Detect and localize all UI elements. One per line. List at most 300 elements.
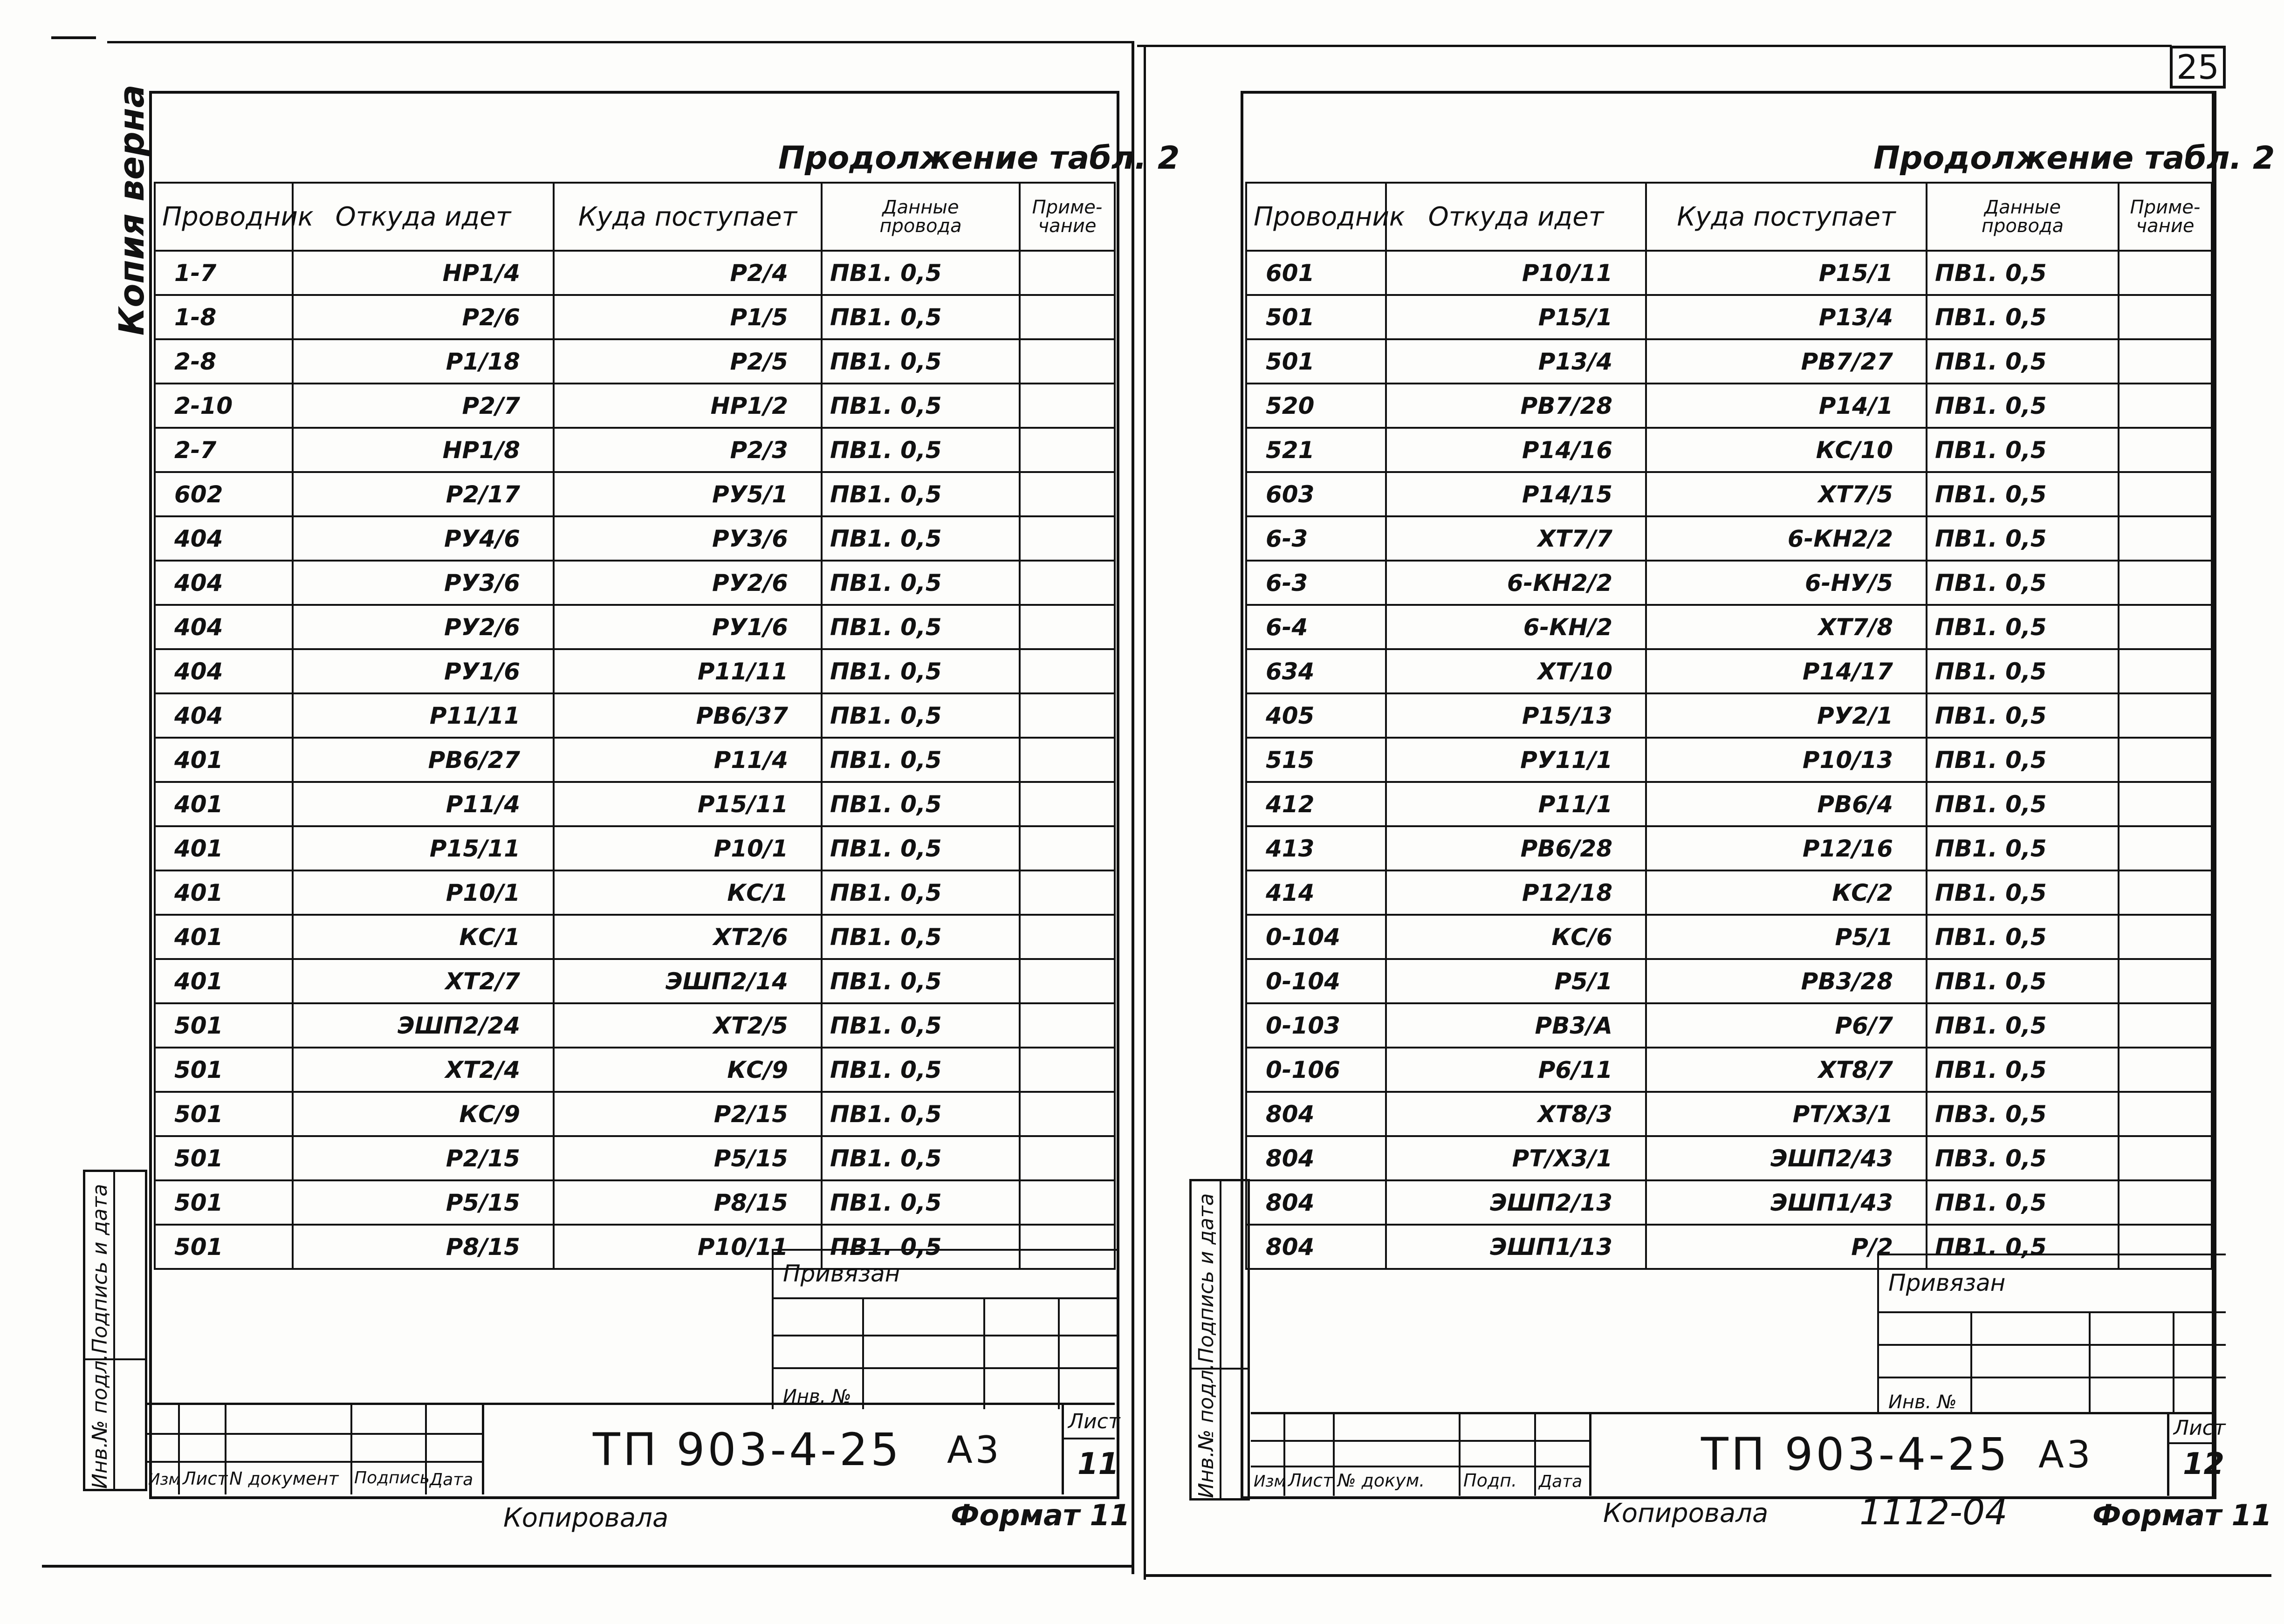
note-cell: [2119, 251, 2212, 295]
conductor-cell: 0-103: [1246, 1003, 1386, 1048]
note-cell: [1020, 870, 1115, 915]
conductor-cell: 404: [155, 693, 293, 738]
table-row: [1246, 1180, 2212, 1225]
note-cell: [1020, 1048, 1115, 1092]
wire-data-cell: ПВ1. 0,5: [1927, 1048, 2119, 1092]
conductor-cell: 1-8: [155, 295, 293, 339]
from-cell: Р1/18: [293, 339, 554, 384]
from-cell: Р5/1: [1386, 959, 1646, 1003]
table-row: [155, 870, 1115, 915]
to-cell: Р15/1: [1646, 251, 1927, 295]
wire-data-cell: ПВ1. 0,5: [822, 738, 1020, 782]
col-header-from: Откуда идет: [293, 183, 554, 251]
table-row: [155, 915, 1115, 959]
left-side-stamp: [83, 1170, 147, 1491]
note-line2: чание: [2136, 215, 2195, 237]
wire-data-cell: ПВ1. 0,5: [1927, 251, 2119, 295]
from-cell: ЭШП1/13: [1386, 1225, 1646, 1269]
left-privyazan-vdiv-3: [1058, 1297, 1060, 1409]
conductor-cell: 412: [1246, 782, 1386, 826]
table-row: [155, 1048, 1115, 1092]
to-cell: КС/9: [554, 1048, 822, 1092]
wire-data-cell: ПВ1. 0,5: [1927, 959, 2119, 1003]
from-cell: КС/6: [1386, 915, 1646, 959]
to-cell: Р11/11: [554, 649, 822, 693]
conductor-cell: 804: [1246, 1225, 1386, 1269]
to-cell: Р10/1: [554, 826, 822, 870]
left-privyazan-vdiv-1: [862, 1297, 864, 1409]
from-cell: РВ6/27: [293, 738, 554, 782]
to-cell: Р10/11: [554, 1225, 822, 1269]
wire-data-cell: ПВ1. 0,5: [822, 915, 1020, 959]
wire-data-cell: ПВ1. 0,5: [822, 561, 1020, 605]
wire-data-cell: ПВ1. 0,5: [822, 384, 1020, 428]
col-header-conductor: Проводник: [155, 183, 293, 251]
right-title-block: [1251, 1412, 2226, 1496]
right-ndoc-label: № докум.: [1337, 1470, 1425, 1491]
wire-data-cell: ПВ1. 0,5: [1927, 826, 2119, 870]
left-privyazan-label: Привязан: [783, 1260, 900, 1287]
wire-data-cell: ПВ1. 0,5: [822, 605, 1020, 649]
right-sheet-number: 12: [2183, 1447, 2225, 1481]
right-table-caption: Продолжение табл. 2: [1873, 140, 2275, 177]
table-row: [1246, 693, 2212, 738]
right-privyazan-label: Привязан: [1888, 1269, 2006, 1296]
table-row: [155, 472, 1115, 516]
from-cell: Р2/15: [293, 1136, 554, 1180]
conductor-cell: 521: [1246, 428, 1386, 472]
conductor-cell: 404: [155, 649, 293, 693]
wire-data-cell: ПВ1. 0,5: [1927, 1225, 2119, 1269]
right-date-label: Дата: [1539, 1472, 1583, 1491]
right-top-edge-line: [1137, 45, 2172, 47]
conductor-cell: 401: [155, 782, 293, 826]
left-revision-line-1: [145, 1433, 482, 1435]
table-row: [1246, 472, 2212, 516]
table-row: [155, 339, 1115, 384]
left-privyazan-vdiv-2: [983, 1297, 985, 1409]
conductor-cell: 2-8: [155, 339, 293, 384]
table-row: [1246, 649, 2212, 693]
conductor-cell: 1-7: [155, 251, 293, 295]
right-side-inv-no: Инв.№ подл.: [1194, 1363, 1218, 1498]
wire-data-cell: ПВ1. 0,5: [1927, 870, 2119, 915]
left-podpis-label: Подпись: [354, 1468, 430, 1487]
right-format-label: Формат 11: [2092, 1498, 2272, 1532]
note-cell: [1020, 649, 1115, 693]
conductor-cell: 501: [1246, 295, 1386, 339]
to-cell: Р15/11: [554, 782, 822, 826]
left-sheet-no-divider: [1062, 1438, 1115, 1439]
to-cell: Р/2: [1646, 1225, 1927, 1269]
table-row: [155, 693, 1115, 738]
conductor-cell: 501: [155, 1136, 293, 1180]
left-title-block: [145, 1403, 1120, 1494]
to-cell: Р12/16: [1646, 826, 1927, 870]
right-revision-col-3: [1459, 1414, 1461, 1496]
note-line1: Приме-: [1032, 197, 1103, 218]
table-row: [155, 295, 1115, 339]
left-doc-code: ТП 903-4-25: [593, 1424, 902, 1476]
left-top-edge-line: [107, 41, 1132, 43]
note-cell: [1020, 605, 1115, 649]
to-cell: РВ7/27: [1646, 339, 1927, 384]
page-center-fold-line-2: [1144, 47, 1146, 1580]
note-cell: [1020, 1180, 1115, 1225]
wire-data-cell: ПВ1. 0,5: [822, 339, 1020, 384]
left-sheet-label: Лист: [1068, 1410, 1120, 1433]
wire-data-cell: ПВ1. 0,5: [822, 1048, 1020, 1092]
to-cell: РУ2/6: [554, 561, 822, 605]
note-cell: [2119, 738, 2212, 782]
note-line2: чание: [1038, 215, 1097, 237]
to-cell: Р5/1: [1646, 915, 1927, 959]
left-privyazan-line-2: [774, 1335, 1117, 1336]
to-cell: РУ3/6: [554, 516, 822, 561]
col-header-to: Куда поступает: [554, 183, 822, 251]
wire-data-cell: ПВ1. 0,5: [1927, 605, 2119, 649]
left-table-body: [155, 251, 1115, 1269]
table-row: [1246, 251, 2212, 295]
note-cell: [2119, 295, 2212, 339]
note-cell: [2119, 1180, 2212, 1225]
conductor-cell: 515: [1246, 738, 1386, 782]
table-row: [1246, 295, 2212, 339]
table-row: [155, 1136, 1115, 1180]
from-cell: РУ1/6: [293, 649, 554, 693]
note-cell: [1020, 295, 1115, 339]
right-title-block-divider: [1589, 1414, 1591, 1496]
conductor-cell: 601: [1246, 251, 1386, 295]
wire-data-cell: ПВ1. 0,5: [822, 1180, 1020, 1225]
conductor-cell: 804: [1246, 1136, 1386, 1180]
col-header-note: [1020, 183, 1115, 251]
note-cell: [2119, 384, 2212, 428]
conductor-cell: 401: [155, 915, 293, 959]
from-cell: ХТ2/4: [293, 1048, 554, 1092]
wire-data-cell: ПВ1. 0,5: [1927, 1180, 2119, 1225]
left-sheet-right-double-line: [1117, 91, 1119, 1496]
left-date-label: Дата: [430, 1470, 473, 1489]
conductor-cell: 6-4: [1246, 605, 1386, 649]
wire-data-cell: ПВ1. 0,5: [1927, 295, 2119, 339]
from-cell: РТ/Х3/1: [1386, 1136, 1646, 1180]
conductor-cell: 501: [155, 1092, 293, 1136]
left-format-label: Формат 11: [951, 1498, 1130, 1532]
page-number: 25: [2176, 48, 2219, 87]
from-cell: Р11/11: [293, 693, 554, 738]
note-cell: [1020, 915, 1115, 959]
left-wire-table: [154, 182, 1116, 1270]
table-row: [1246, 1092, 2212, 1136]
right-side-stamp: [1189, 1179, 1250, 1501]
table-row: [155, 738, 1115, 782]
to-cell: Р10/13: [1646, 738, 1927, 782]
conductor-cell: 404: [155, 516, 293, 561]
wire-data-cell: ПВ1. 0,5: [1927, 561, 2119, 605]
wire-data-cell: ПВ1. 0,5: [822, 870, 1020, 915]
conductor-cell: 2-10: [155, 384, 293, 428]
note-cell: [2119, 1048, 2212, 1092]
wire-data-cell: ПВ1. 0,5: [1927, 649, 2119, 693]
left-copied-label: Копировала: [503, 1503, 669, 1533]
note-cell: [1020, 1092, 1115, 1136]
conductor-cell: 0-106: [1246, 1048, 1386, 1092]
note-line1: Приме-: [2130, 197, 2201, 218]
to-cell: Р8/15: [554, 1180, 822, 1225]
from-cell: ХТ/10: [1386, 649, 1646, 693]
conductor-cell: 2-7: [155, 428, 293, 472]
from-cell: РУ3/6: [293, 561, 554, 605]
right-inv-no-label: Инв. №: [1888, 1391, 1957, 1413]
left-side-sign-date: Подпись и дата: [88, 1184, 112, 1354]
from-cell: Р15/11: [293, 826, 554, 870]
left-revision-line-2: [145, 1461, 482, 1463]
to-cell: НР1/2: [554, 384, 822, 428]
conductor-cell: 6-3: [1246, 516, 1386, 561]
wire-data-line2: провода: [1981, 215, 2064, 237]
note-cell: [1020, 693, 1115, 738]
conductor-cell: 0-104: [1246, 915, 1386, 959]
left-side-inv-no: Инв.№ подл.: [88, 1354, 112, 1489]
conductor-cell: 501: [155, 1048, 293, 1092]
to-cell: КС/1: [554, 870, 822, 915]
note-cell: [2119, 693, 2212, 738]
right-table-body: [1246, 251, 2212, 1269]
left-list-label: Лист: [183, 1468, 228, 1489]
wire-data-cell: ПВ1. 0,5: [822, 959, 1020, 1003]
to-cell: Р14/17: [1646, 649, 1927, 693]
right-table-header-row: [1246, 183, 2212, 251]
right-podp-label: Подп.: [1463, 1470, 1517, 1491]
from-cell: НР1/8: [293, 428, 554, 472]
from-cell: РУ2/6: [293, 605, 554, 649]
right-izm-label: Изм: [1254, 1472, 1286, 1491]
wire-data-cell: ПВ1. 0,5: [822, 1225, 1020, 1269]
note-cell: [2119, 428, 2212, 472]
note-cell: [1020, 782, 1115, 826]
from-cell: ЭШП2/13: [1386, 1180, 1646, 1225]
right-bottom-edge-line: [1144, 1574, 2271, 1577]
to-cell: Р14/1: [1646, 384, 1927, 428]
wire-data-cell: ПВ1. 0,5: [1927, 428, 2119, 472]
note-cell: [1020, 472, 1115, 516]
right-sheet-no-divider: [2167, 1442, 2215, 1444]
from-cell: Р2/6: [293, 295, 554, 339]
to-cell: КС/10: [1646, 428, 1927, 472]
right-format-code: А3: [2038, 1433, 2093, 1476]
from-cell: КС/1: [293, 915, 554, 959]
note-cell: [2119, 339, 2212, 384]
wire-data-cell: ПВ3. 0,5: [1927, 1092, 2119, 1136]
conductor-cell: 401: [155, 959, 293, 1003]
table-row: [155, 1180, 1115, 1225]
left-revision-col-3: [350, 1405, 352, 1494]
wire-data-cell: ПВ1. 0,5: [822, 649, 1020, 693]
note-cell: [1020, 339, 1115, 384]
conductor-cell: 804: [1246, 1180, 1386, 1225]
from-cell: ХТ8/3: [1386, 1092, 1646, 1136]
table-row: [155, 384, 1115, 428]
to-cell: КС/2: [1646, 870, 1927, 915]
table-row: [155, 1092, 1115, 1136]
table-row: [1246, 738, 2212, 782]
from-cell: Р13/4: [1386, 339, 1646, 384]
right-revision-line-1: [1251, 1440, 1589, 1442]
top-left-tick: [51, 36, 96, 39]
conductor-cell: 404: [155, 605, 293, 649]
to-cell: РТ/Х3/1: [1646, 1092, 1927, 1136]
note-cell: [1020, 959, 1115, 1003]
note-cell: [2119, 516, 2212, 561]
right-sheet-label: Лист: [2174, 1416, 2226, 1440]
table-row: [155, 605, 1115, 649]
table-row: [155, 561, 1115, 605]
from-cell: Р2/17: [293, 472, 554, 516]
right-side-stamp-divider: [1220, 1181, 1221, 1498]
note-cell: [1020, 251, 1115, 295]
table-row: [155, 649, 1115, 693]
from-cell: Р2/7: [293, 384, 554, 428]
table-row: [1246, 605, 2212, 649]
to-cell: ХТ2/5: [554, 1003, 822, 1048]
left-title-block-sheet-divider: [1062, 1405, 1064, 1494]
table-row: [1246, 561, 2212, 605]
left-privyazan-line-3: [774, 1367, 1117, 1369]
col-header-to: Куда поступает: [1646, 183, 1927, 251]
to-cell: ХТ2/6: [554, 915, 822, 959]
from-cell: Р6/11: [1386, 1048, 1646, 1092]
right-privyazan-stamp: [1877, 1254, 2226, 1414]
wire-data-cell: ПВ1. 0,5: [1927, 339, 2119, 384]
to-cell: ХТ7/5: [1646, 472, 1927, 516]
right-copied-label: Копировала: [1603, 1498, 1769, 1528]
note-cell: [2119, 915, 2212, 959]
wire-data-line1: Данные: [1984, 197, 2061, 218]
table-row: [1246, 782, 2212, 826]
table-row: [1246, 870, 2212, 915]
conductor-cell: 401: [155, 738, 293, 782]
right-revision-col-4: [1534, 1414, 1536, 1496]
note-cell: [2119, 782, 2212, 826]
conductor-cell: 501: [155, 1225, 293, 1269]
right-wire-table: [1245, 182, 2213, 1270]
from-cell: Р15/1: [1386, 295, 1646, 339]
note-cell: [1020, 1136, 1115, 1180]
table-row: [1246, 1003, 2212, 1048]
wire-data-cell: ПВ1. 0,5: [1927, 384, 2119, 428]
conductor-cell: 804: [1246, 1092, 1386, 1136]
col-header-wire-data: [1927, 183, 2119, 251]
wire-data-cell: ПВ1. 0,5: [822, 516, 1020, 561]
left-ndoc-label: N документ: [229, 1468, 339, 1489]
left-table-header-row: [155, 183, 1115, 251]
to-cell: ХТ7/8: [1646, 605, 1927, 649]
wire-data-cell: ПВ1. 0,5: [822, 826, 1020, 870]
to-cell: РВ3/28: [1646, 959, 1927, 1003]
table-row: [1246, 384, 2212, 428]
to-cell: РУ1/6: [554, 605, 822, 649]
note-cell: [2119, 1136, 2212, 1180]
to-cell: Р2/4: [554, 251, 822, 295]
left-sheet-number: 11: [1077, 1447, 1119, 1481]
from-cell: 6-КН2/2: [1386, 561, 1646, 605]
left-format-code: А3: [947, 1428, 1002, 1472]
conductor-cell: 401: [155, 826, 293, 870]
to-cell: 6-КН2/2: [1646, 516, 1927, 561]
right-privyazan-vdiv-2: [2089, 1311, 2091, 1414]
right-list-label: Лист: [1288, 1470, 1333, 1491]
wire-data-cell: ПВ1. 0,5: [822, 1092, 1020, 1136]
wire-data-cell: ПВ1. 0,5: [822, 782, 1020, 826]
from-cell: Р5/15: [293, 1180, 554, 1225]
from-cell: Р12/18: [1386, 870, 1646, 915]
wire-data-cell: ПВ3. 0,5: [1927, 1136, 2119, 1180]
page-number-box: [2170, 46, 2226, 89]
to-cell: Р2/5: [554, 339, 822, 384]
conductor-cell: 602: [155, 472, 293, 516]
note-cell: [1020, 428, 1115, 472]
col-header-from: Откуда идет: [1386, 183, 1646, 251]
to-cell: ЭШП1/43: [1646, 1180, 1927, 1225]
right-side-sign-date: Подпись и дата: [1194, 1193, 1218, 1363]
from-cell: Р11/4: [293, 782, 554, 826]
from-cell: ХТ7/7: [1386, 516, 1646, 561]
page-center-fold-line: [1132, 41, 1134, 1574]
wire-data-cell: ПВ1. 0,5: [1927, 693, 2119, 738]
to-cell: Р6/7: [1646, 1003, 1927, 1048]
to-cell: ЭШП2/14: [554, 959, 822, 1003]
right-revision-col-2: [1333, 1414, 1335, 1496]
note-cell: [1020, 516, 1115, 561]
conductor-cell: 501: [155, 1180, 293, 1225]
from-cell: РУ11/1: [1386, 738, 1646, 782]
to-cell: РВ6/4: [1646, 782, 1927, 826]
conductor-cell: 501: [1246, 339, 1386, 384]
wire-data-cell: ПВ1. 0,5: [822, 1136, 1020, 1180]
wire-data-cell: ПВ1. 0,5: [1927, 472, 2119, 516]
note-cell: [2119, 959, 2212, 1003]
col-header-wire-data: [822, 183, 1020, 251]
from-cell: 6-КН/2: [1386, 605, 1646, 649]
conductor-cell: 413: [1246, 826, 1386, 870]
wire-data-line2: провода: [879, 215, 962, 237]
table-row: [1246, 959, 2212, 1003]
left-inv-no-label: Инв. №: [783, 1386, 851, 1407]
conductor-cell: 501: [155, 1003, 293, 1048]
note-cell: [1020, 561, 1115, 605]
right-revision-line-2: [1251, 1466, 1589, 1467]
from-cell: РВ3/А: [1386, 1003, 1646, 1048]
wire-data-cell: ПВ1. 0,5: [1927, 1003, 2119, 1048]
conductor-cell: 401: [155, 870, 293, 915]
from-cell: ЭШП2/24: [293, 1003, 554, 1048]
to-cell: Р11/4: [554, 738, 822, 782]
wire-data-cell: ПВ1. 0,5: [822, 693, 1020, 738]
from-cell: Р11/1: [1386, 782, 1646, 826]
to-cell: ЭШП2/43: [1646, 1136, 1927, 1180]
to-cell: Р1/5: [554, 295, 822, 339]
table-row: [155, 826, 1115, 870]
left-title-block-divider: [482, 1405, 484, 1494]
conductor-cell: 405: [1246, 693, 1386, 738]
note-cell: [2119, 870, 2212, 915]
col-header-conductor: Проводник: [1246, 183, 1386, 251]
from-cell: Р8/15: [293, 1225, 554, 1269]
wire-data-cell: ПВ1. 0,5: [822, 472, 1020, 516]
wire-data-cell: ПВ1. 0,5: [822, 428, 1020, 472]
table-row: [1246, 339, 2212, 384]
